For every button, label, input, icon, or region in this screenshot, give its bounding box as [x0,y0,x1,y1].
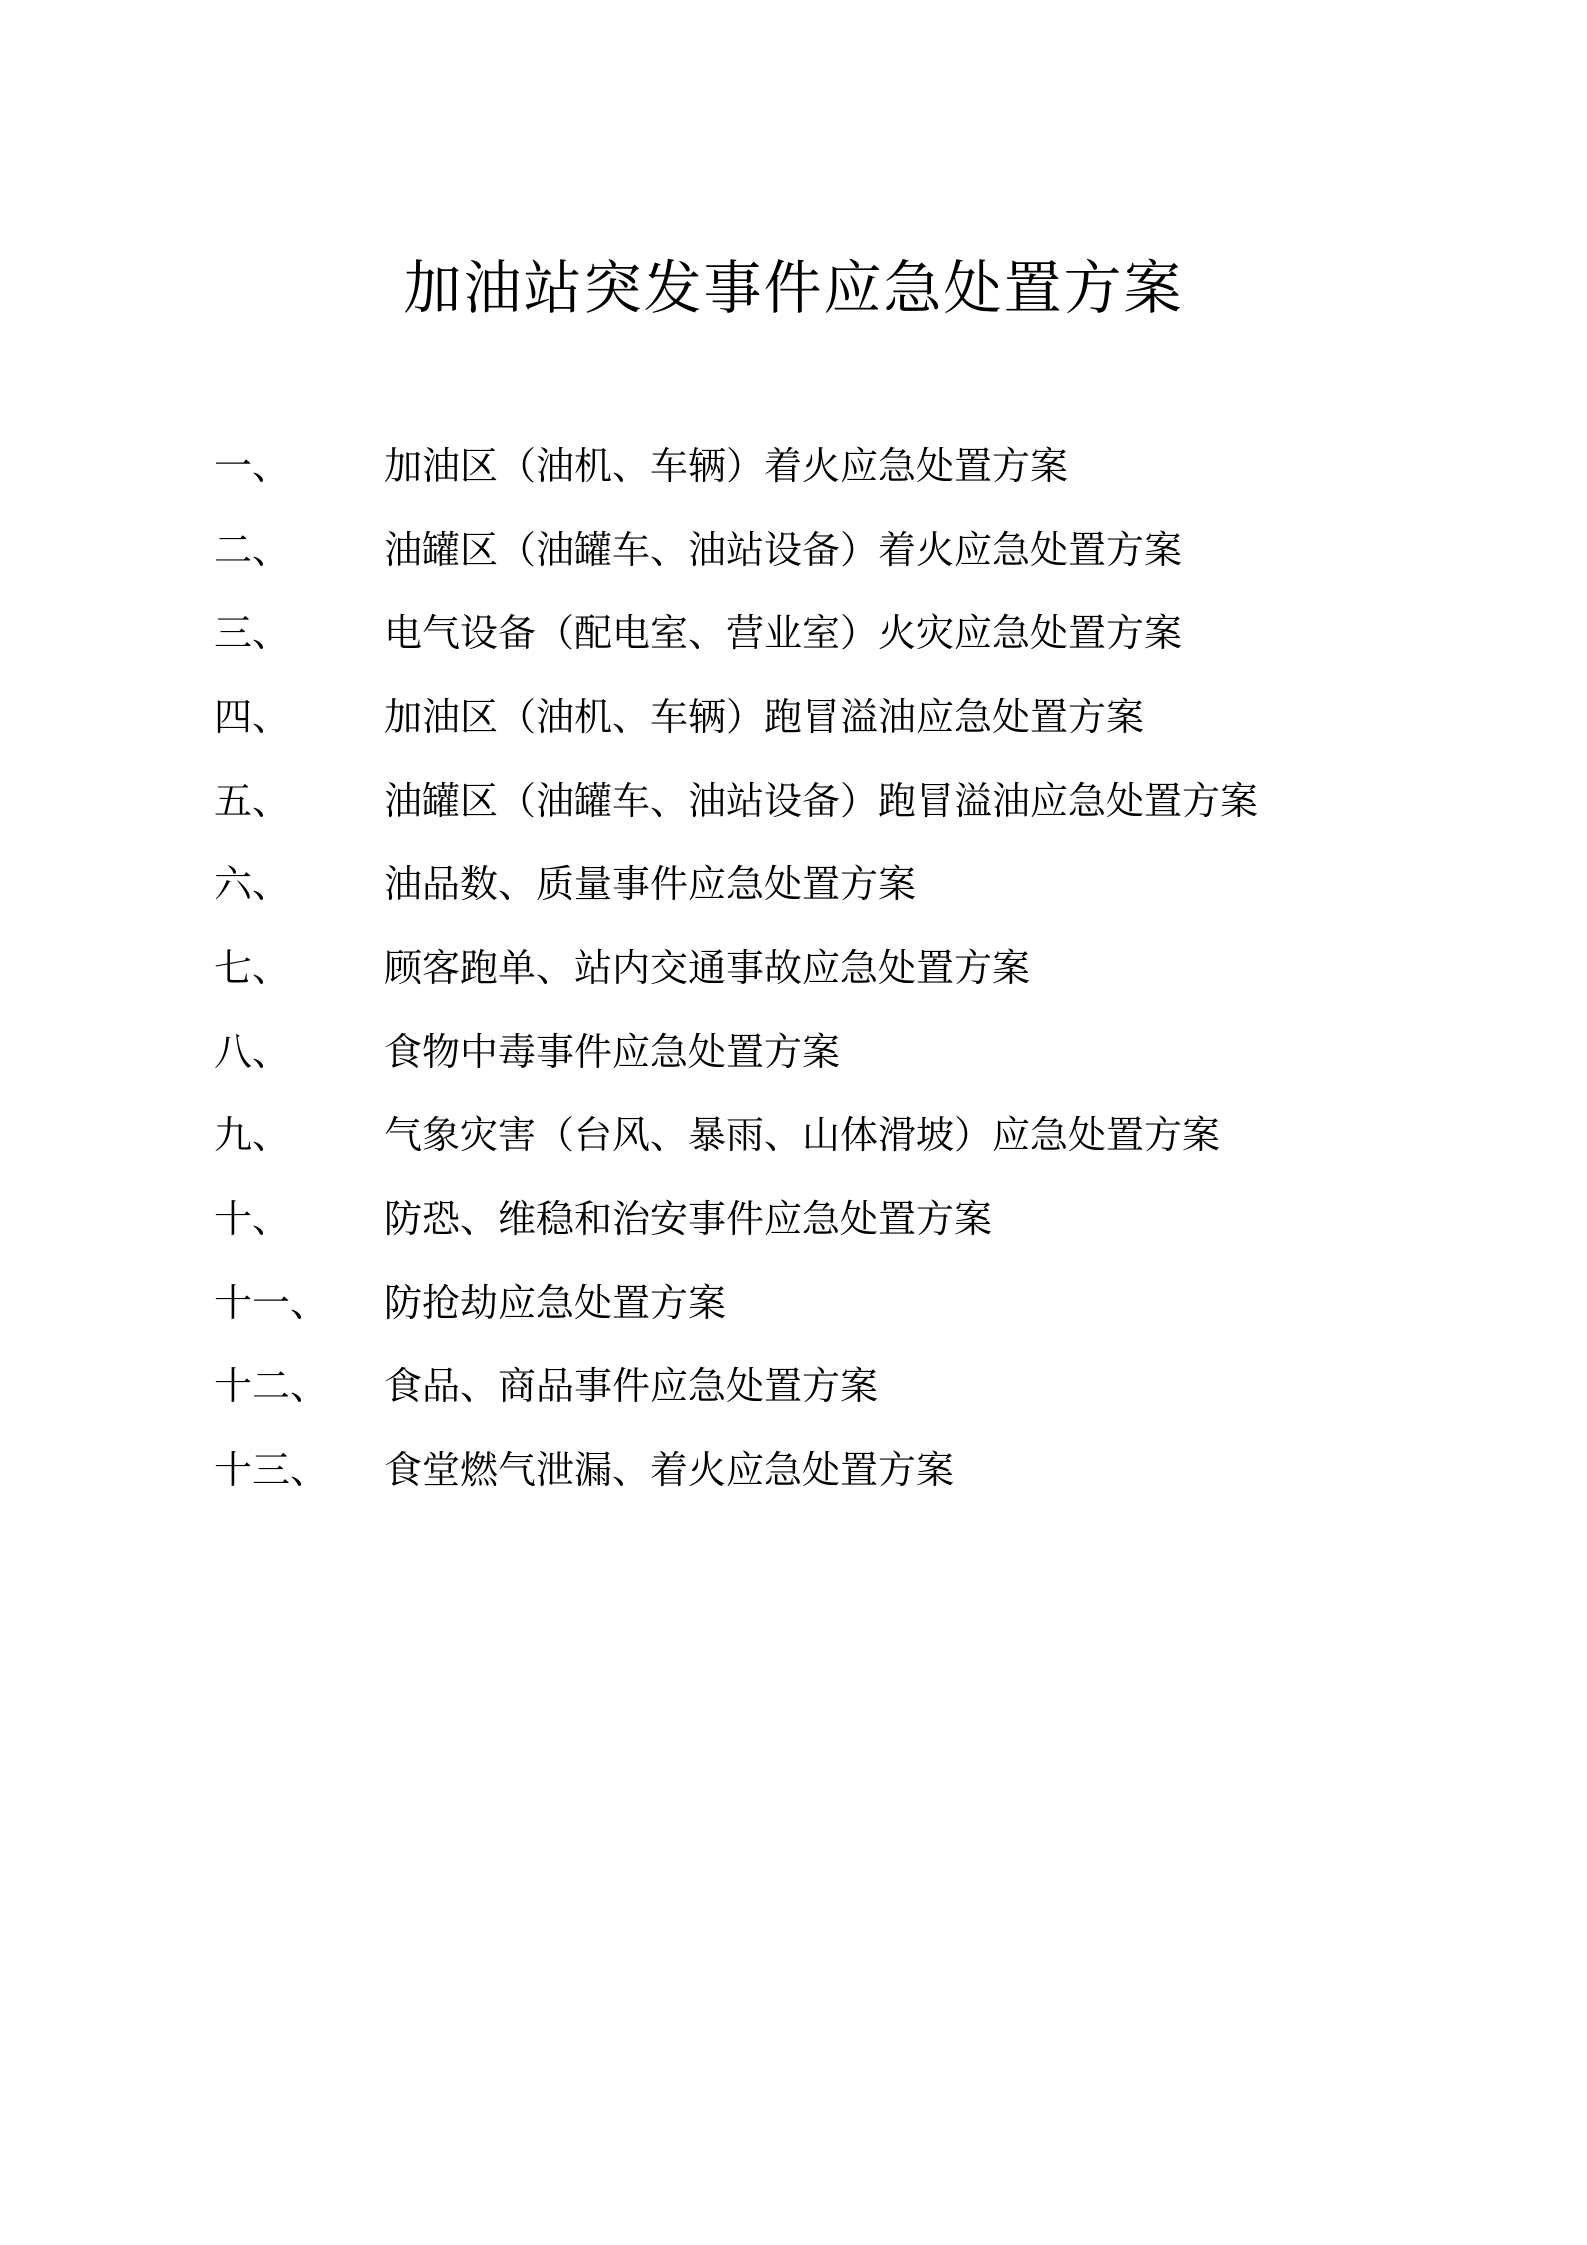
toc-item-number: 十二、 [214,1364,329,1409]
toc-item-3 [214,591,1414,675]
toc-item-text: 加油区（油机、车辆）跑冒溢油应急处置方案 [384,694,1145,739]
toc-item-6 [214,842,1414,926]
toc-item-5 [214,759,1414,843]
toc-item-text: 油罐区（油罐车、油站设备）跑冒溢油应急处置方案 [384,778,1259,823]
toc-item-number: 四、 [214,694,291,739]
document-title: 加油站突发事件应急处置方案 [403,254,1184,322]
table-of-contents [214,424,1414,1512]
toc-item-number: 十三、 [214,1448,329,1493]
toc-item-text: 食物中毒事件应急处置方案 [384,1029,841,1074]
toc-item-text: 电气设备（配电室、营业室）火灾应急处置方案 [384,611,1183,656]
toc-item-8 [214,1010,1414,1094]
toc-item-text: 油品数、质量事件应急处置方案 [384,862,917,907]
toc-item-text: 加油区（油机、车辆）着火应急处置方案 [384,443,1069,488]
toc-item-number: 七、 [214,945,291,990]
toc-item-number: 二、 [214,527,291,572]
toc-item-text: 防恐、维稳和治安事件应急处置方案 [384,1197,993,1242]
toc-item-13 [214,1428,1414,1512]
toc-item-number: 六、 [214,862,291,907]
toc-item-7 [214,926,1414,1010]
toc-item-9 [214,1094,1414,1178]
toc-item-number: 九、 [214,1113,291,1158]
toc-item-1 [214,424,1414,508]
toc-item-number: 三、 [214,611,291,656]
toc-item-text: 气象灾害（台风、暴雨、山体滑坡）应急处置方案 [384,1113,1221,1158]
toc-item-11 [214,1261,1414,1345]
toc-item-number: 八、 [214,1029,291,1074]
toc-item-10 [214,1177,1414,1261]
toc-item-text: 食品、商品事件应急处置方案 [384,1364,879,1409]
toc-item-number: 五、 [214,778,291,823]
toc-item-text: 油罐区（油罐车、油站设备）着火应急处置方案 [384,527,1183,572]
toc-item-text: 顾客跑单、站内交通事故应急处置方案 [384,945,1031,990]
toc-item-number: 十一、 [214,1280,329,1325]
toc-item-4 [214,675,1414,759]
toc-item-text: 防抢劫应急处置方案 [384,1280,727,1325]
toc-item-number: 一、 [214,443,291,488]
toc-item-number: 十、 [214,1197,291,1242]
toc-item-text: 食堂燃气泄漏、着火应急处置方案 [384,1448,955,1493]
toc-item-2 [214,508,1414,592]
toc-item-12 [214,1345,1414,1429]
